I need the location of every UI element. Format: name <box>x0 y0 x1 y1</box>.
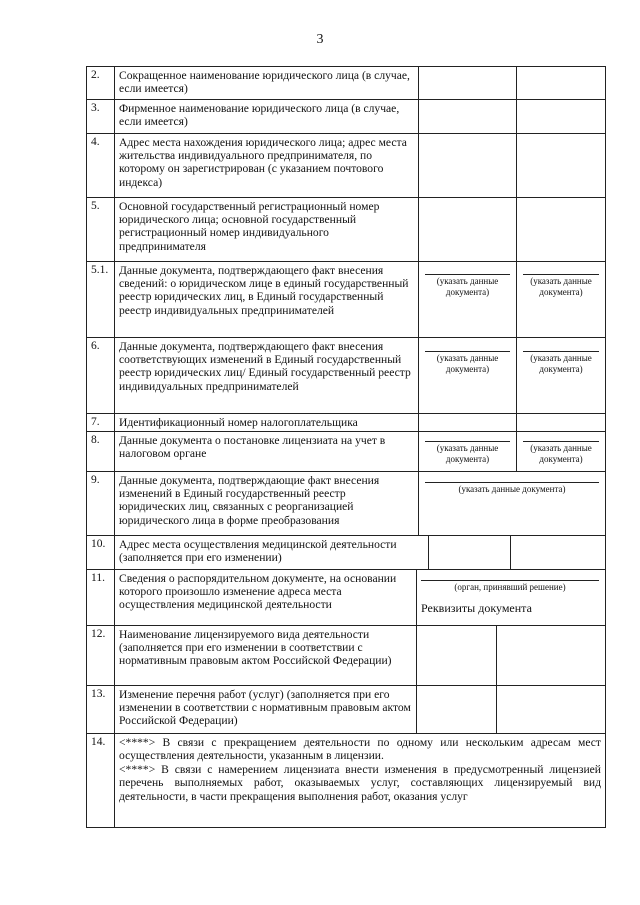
row-number: 14. <box>87 734 115 827</box>
table-row <box>87 261 605 337</box>
placeholder-caption: (указать данные документа) <box>436 276 499 297</box>
row-description: Сокращенное наименование юридического лица (в случае, если имеется) <box>115 67 419 99</box>
table-row <box>87 431 605 471</box>
form-table <box>86 66 606 828</box>
value-cell[interactable] <box>417 626 497 685</box>
row-number: 8. <box>87 432 115 471</box>
value-cell[interactable] <box>517 134 605 197</box>
value-cell[interactable] <box>419 262 517 337</box>
value-cell[interactable] <box>419 67 517 99</box>
value-cell[interactable] <box>517 67 605 99</box>
row-description: Данные документа, подтверждающего факт внесения сведений: о юридическом лице в единый государственный реестр юридических лиц, в Единый государственный реестр индивидуальных предпринимателей <box>115 262 419 337</box>
value-cell[interactable] <box>517 414 605 431</box>
row-description: Основной государственный регистрационный номер юридического лица; основной государственный регистрационный номер индивидуального предпринимателя <box>115 198 419 261</box>
table-row <box>87 535 605 569</box>
placeholder-caption: (орган, принявший решение) <box>454 582 566 592</box>
row-number: 12. <box>87 626 115 685</box>
row-number: 10. <box>87 536 115 569</box>
table-row <box>87 733 605 827</box>
row-description: Наименование лицензируемого вида деятельности (заполняется при его изменении в соответствии с нормативным правовым актом Российской Федерации) <box>115 626 417 685</box>
table-row <box>87 685 605 733</box>
row-number: 11. <box>87 570 115 625</box>
placeholder-caption: (указать данные документа) <box>530 276 592 297</box>
document-details-label: Реквизиты документа <box>421 601 532 615</box>
table-row <box>87 99 605 133</box>
placeholder-caption: (указать данные документа) <box>436 443 499 464</box>
row-number: 7. <box>87 414 115 431</box>
value-cell[interactable] <box>497 686 605 733</box>
value-cell[interactable] <box>511 536 605 569</box>
table-row <box>87 413 605 431</box>
value-cell[interactable] <box>419 432 517 471</box>
row-description: Сведения о распорядительном документе, на основании которого произошло изменение адреса места осуществления медицинской деятельности <box>115 570 417 625</box>
value-cell[interactable] <box>517 432 605 471</box>
note-paragraph: <****> В связи с намерением лицензиата внести изменения в предусмотренный лицензией перечень выполняемых работ, оказываемых услуг, составляющих лицензируемый вид деятельности, в части прекращения выполнения работ, оказания услуг <box>119 762 601 803</box>
row-number: 6. <box>87 338 115 413</box>
value-cell[interactable] <box>417 570 605 625</box>
value-cell[interactable] <box>517 338 605 413</box>
placeholder-caption: (указать данные документа) <box>436 353 499 374</box>
row-number: 13. <box>87 686 115 733</box>
row-notes <box>115 734 605 827</box>
row-number: 2. <box>87 67 115 99</box>
value-cell[interactable] <box>497 626 605 685</box>
table-row <box>87 625 605 685</box>
placeholder-caption: (указать данные документа) <box>530 443 592 464</box>
row-description: Адрес места нахождения юридического лица; адрес места жительства индивидуального предпринимателя, по которому он зарегистрирован (с указанием почтового индекса) <box>115 134 419 197</box>
placeholder-caption: (указать данные документа) <box>458 484 566 494</box>
row-description: Идентификационный номер налогоплательщика <box>115 414 419 431</box>
value-cell[interactable] <box>517 100 605 133</box>
row-number: 5. <box>87 198 115 261</box>
placeholder-caption: (указать данные документа) <box>530 353 592 374</box>
value-cell[interactable] <box>419 338 517 413</box>
row-number: 5.1. <box>87 262 115 337</box>
value-cell[interactable] <box>419 198 517 261</box>
value-cell[interactable] <box>419 472 605 535</box>
table-row <box>87 133 605 197</box>
value-cell[interactable] <box>419 414 517 431</box>
table-row <box>87 471 605 535</box>
row-description: Фирменное наименование юридического лица (в случае, если имеется) <box>115 100 419 133</box>
note-paragraph: <****> В связи с прекращением деятельности по одному или нескольким адресам мест осуществления деятельности, указанным в лицензии. <box>119 736 601 763</box>
value-cell[interactable] <box>419 100 517 133</box>
page-number: 3 <box>316 32 324 47</box>
value-cell[interactable] <box>419 134 517 197</box>
table-row <box>87 197 605 261</box>
row-number: 9. <box>87 472 115 535</box>
value-cell[interactable] <box>517 262 605 337</box>
table-row <box>87 569 605 625</box>
row-number: 4. <box>87 134 115 197</box>
row-description: Данные документа, подтверждающего факт внесения соответствующих изменений в Единый государственный реестр юридических лиц/ Единый государственный реестр индивидуальных предпринимателей <box>115 338 419 413</box>
row-description: Адрес места осуществления медицинской деятельности (заполняется при его изменении) <box>115 536 429 569</box>
row-description: Изменение перечня работ (услуг) (заполняется при его изменении в соответствии с нормативным правовым актом Российской Федерации) <box>115 686 417 733</box>
row-number: 3. <box>87 100 115 133</box>
row-description: Данные документа, подтверждающие факт внесения изменений в Единый государственный реестр юридических лиц, связанных с реорганизацией юридического лица в форме преобразования <box>115 472 419 535</box>
table-row <box>87 67 605 99</box>
value-cell[interactable] <box>517 198 605 261</box>
row-description: Данные документа о постановке лицензиата на учет в налоговом органе <box>115 432 419 471</box>
value-cell[interactable] <box>417 686 497 733</box>
value-cell[interactable] <box>429 536 511 569</box>
table-row <box>87 337 605 413</box>
